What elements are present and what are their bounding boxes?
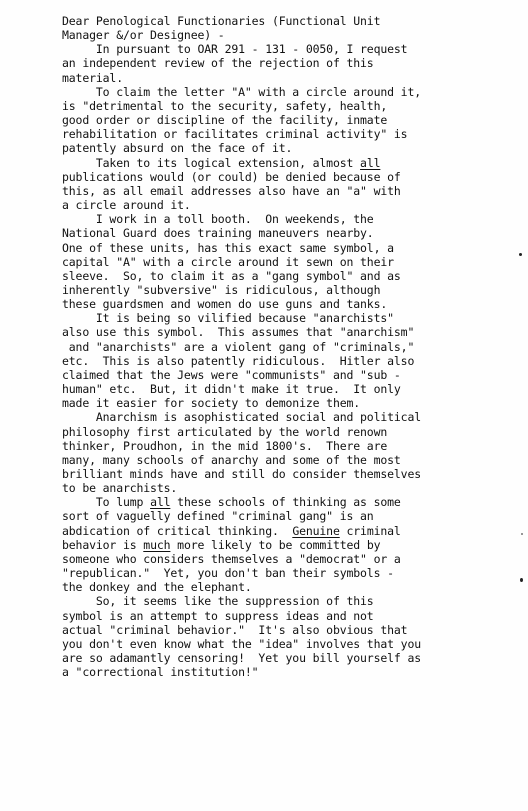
line-text: brilliant minds have and still do consider themselves (62, 467, 422, 481)
letter-line (62, 453, 522, 467)
letter-line (62, 410, 522, 424)
underlined-word: all (360, 155, 381, 170)
line-text: a "correctional institution!" (62, 665, 259, 680)
line-text: behavior is (62, 537, 144, 552)
line-text: many, many schools of anarchy and some of the most (62, 452, 401, 467)
letter-line (62, 651, 522, 665)
letter-line (62, 665, 522, 679)
line-text: you don't even know what the "idea" involves that you (62, 636, 422, 651)
letter-line (62, 594, 522, 608)
letter-line (62, 580, 522, 594)
scan-speck (520, 578, 523, 582)
letter-line (62, 255, 522, 269)
line-text: sort of vaguelly defined "criminal gang" is an (62, 509, 374, 524)
letter-line (62, 226, 522, 240)
letter-line (62, 99, 522, 113)
letter-line (62, 170, 522, 184)
line-text: and "anarchists" are a violent gang of "criminals," (62, 339, 415, 354)
letter-line (62, 269, 522, 283)
line-text: One of these units, has this exact same symbol, a (62, 240, 394, 255)
letter-line (62, 340, 522, 354)
letter-line (62, 623, 522, 637)
letter-line (62, 538, 522, 552)
letter-line (62, 71, 522, 85)
line-text: Dear Penological Functionaries (Functional Unit (62, 14, 381, 28)
line-text: symbol is an attempt to suppress ideas and not (62, 608, 374, 623)
line-text: etc. This is also patently ridiculous. Hitler also (62, 353, 415, 368)
line-text: Taken to its logical extension, almost (62, 155, 361, 170)
letter-line (62, 198, 522, 212)
line-text: patently absurd on the face of it. (62, 141, 293, 156)
line-text: inherently "subversive" is ridiculous, although (62, 282, 381, 297)
line-text: abdication of critical thinking. (62, 523, 293, 538)
letter-line (62, 382, 522, 396)
underlined-word: Genuine (292, 523, 340, 538)
letter-line (62, 552, 522, 566)
line-text: are so adamantly censoring! Yet you bill yourself as (62, 651, 422, 666)
letter-line (62, 566, 522, 580)
letter-line (62, 241, 522, 255)
letter-line (62, 467, 522, 481)
line-text: these guardsmen and women do use guns and tanks. (62, 297, 388, 312)
letter-line (62, 609, 522, 623)
letter-line (62, 184, 522, 198)
underlined-word: all (150, 495, 171, 510)
line-text: someone who considers themselves a "democrat" or a (62, 551, 401, 566)
letter-line (62, 56, 522, 70)
line-text: the donkey and the elephant. (62, 580, 252, 595)
line-text: Anarchism is asophisticated social and political (62, 410, 422, 425)
underlined-word: much (143, 537, 171, 552)
letter-line (62, 637, 522, 651)
line-text: human" etc. But, it didn't make it true. It only (62, 382, 401, 397)
line-text: criminal (339, 523, 401, 538)
letter-line (62, 354, 522, 368)
letter-line (62, 396, 522, 410)
line-text: actual "criminal behavior." It's also obvious that (62, 622, 408, 637)
letter-line (62, 325, 522, 339)
line-text: publications would (or could) be denied because of (62, 169, 401, 184)
line-text: this, as all email addresses also have an "a" with (62, 183, 401, 198)
line-text: material. (62, 70, 123, 85)
letter-line (62, 141, 522, 155)
line-text: I work in a toll booth. On weekends, the (62, 212, 374, 227)
letter-line (62, 85, 522, 99)
line-text: So, it seems like the suppression of this (62, 594, 374, 609)
letter-line (62, 297, 522, 311)
line-text: more likely to be committed by (170, 537, 381, 552)
line-text: Manager &/or Designee) - (62, 28, 225, 43)
line-text: an independent review of the rejection of this (62, 56, 374, 71)
scan-speck (521, 533, 523, 535)
line-text: In pursuant to OAR 291 - 131 - 0050, I request (62, 42, 408, 57)
line-text: to be anarchists. (62, 481, 178, 496)
line-text: is "detrimental to the security, safety, health, (62, 98, 388, 113)
line-text: also use this symbol. This assumes that "anarchism" (62, 325, 415, 340)
scan-speck (519, 253, 522, 256)
line-text: sleeve. So, to claim it as a "gang symbol" and as (62, 268, 401, 283)
letter-line (62, 14, 522, 28)
line-text: a circle around it. (62, 198, 191, 213)
letter-line (62, 127, 522, 141)
letter-line (62, 425, 522, 439)
letter-line (62, 283, 522, 297)
letter-line (62, 156, 522, 170)
line-text: "republican." Yet, you don't ban their symbols - (62, 566, 394, 581)
letter-line (62, 368, 522, 382)
line-text: To lump (62, 495, 151, 510)
line-text: thinker, Proudhon, in the mid 1800's. There are (62, 438, 388, 453)
letter-line (62, 439, 522, 453)
line-text: rehabilitation or facilitates criminal activity" is (62, 127, 408, 142)
letter-line (62, 481, 522, 495)
letter-body (62, 14, 522, 679)
line-text: To claim the letter "A" with a circle around it, (62, 84, 422, 99)
line-text: these schools of thinking as some (170, 495, 401, 510)
letter-line (62, 212, 522, 226)
line-text: It is being so vilified because "anarchists" (62, 311, 394, 326)
letter-line (62, 524, 522, 538)
letter-line (62, 509, 522, 523)
line-text: claimed that the Jews were "communists" and "sub - (62, 367, 401, 382)
letter-line (62, 113, 522, 127)
letter-line (62, 42, 522, 56)
line-text: National Guard does training maneuvers nearby. (62, 226, 374, 241)
letter-line (62, 28, 522, 42)
line-text: capital "A" with a circle around it sewn on their (62, 254, 394, 269)
line-text: philosophy first articulated by the world renown (62, 424, 388, 439)
letter-line (62, 495, 522, 509)
line-text: good order or discipline of the facility, inmate (62, 113, 388, 128)
letter-line (62, 311, 522, 325)
line-text: made it easier for society to demonize them. (62, 396, 361, 411)
